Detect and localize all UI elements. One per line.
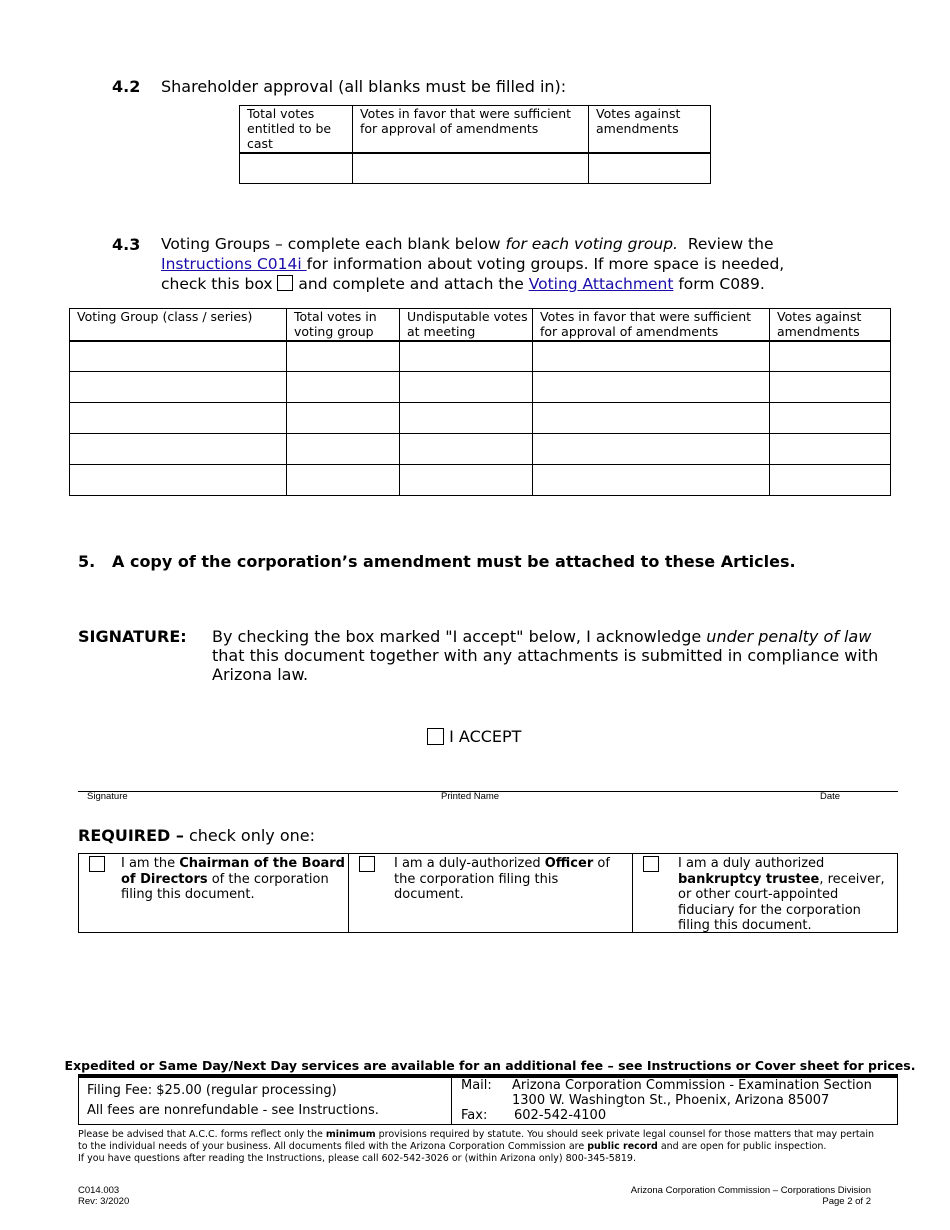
table-cell[interactable] [533,341,770,372]
legal-notice: Please be advised that A.C.C. forms reflect only the minimum provisions required by statute. You should seek private legal counsel for those matters that may pertain to the individual needs of your business. All documents filed with the Arizona Corporation Commission are public record and are open for public inspection. If you have questions after reading the Instructions, please call 602-542-3026 or (within Arizona only) 800-345-5819. [78,1129,875,1164]
table-row [70,434,891,465]
table-cell[interactable] [287,341,400,372]
mail-label: Mail: [461,1078,492,1093]
section-4-3-text: Voting Groups – complete each blank below for each voting group. Review the Instructions C014i for information about voting groups. If more space is needed, check this box and complete and attach the Voting Attachment form C089. [161,235,785,293]
table-cell[interactable] [533,403,770,434]
divider [348,854,349,932]
accept-checkbox[interactable] [427,728,444,745]
date-caption: Date [820,791,841,802]
voting-attachment-link[interactable]: Voting Attachment [528,275,674,293]
voting-groups-table [69,308,891,496]
table-cell[interactable] [70,465,287,496]
table-cell[interactable] [533,372,770,403]
col-votes-in-favor-group: Votes in favor that were sufficient for approval of amendments [533,309,770,341]
instructions-link[interactable]: Instructions C014i [161,255,307,273]
divider [632,854,633,932]
fax-label: Fax: [461,1108,488,1123]
shareholder-approval-table [239,105,711,184]
table-cell[interactable] [533,434,770,465]
table-cell[interactable] [400,341,533,372]
chairman-checkbox[interactable] [89,856,105,872]
agency-name: Arizona Corporation Commission – Corporations Division [630,1185,871,1196]
chairman-option-text: I am the Chairman of the Board of Directors of the corporation filing this document. [121,856,345,902]
table-cell[interactable] [400,372,533,403]
filing-box [78,1078,898,1125]
expedited-notice: Expedited or Same Day/Next Day services are available for an additional fee – see Instructions or Cover sheet for prices. [64,1058,916,1073]
divider [451,1078,452,1124]
required-options [78,853,898,933]
table-cell[interactable] [70,341,287,372]
more-space-checkbox[interactable] [277,275,293,291]
table-cell[interactable] [287,372,400,403]
fees-nonrefundable: All fees are nonrefundable - see Instructions. [87,1103,379,1118]
required-heading: REQUIRED – check only one: [78,826,316,845]
section-4-2-text: Shareholder approval (all blanks must be filled in): [161,77,567,96]
form-revision: Rev: 3/2020 [78,1196,130,1207]
col-total-votes-group: Total votes in voting group [287,309,400,341]
table-cell[interactable] [287,434,400,465]
fax-value: 602-542-4100 [514,1108,607,1123]
col-voting-group: Voting Group (class / series) [70,309,287,341]
officer-option-text: I am a duly-authorized Officer of the corporation filing this document. [394,856,610,902]
form-id [78,1185,129,1207]
col-votes-in-favor: Votes in favor that were sufficient for approval of amendments [353,106,589,153]
mail-line1: Arizona Corporation Commission - Examination Section [512,1078,872,1093]
filing-fee: Filing Fee: $25.00 (regular processing) [87,1083,337,1098]
table-cell[interactable] [287,403,400,434]
table-row [70,403,891,434]
trustee-checkbox[interactable] [643,856,659,872]
table-cell[interactable] [533,465,770,496]
col-votes-against: Votes against amendments [589,106,711,153]
table-cell[interactable] [400,465,533,496]
table-row [70,341,891,372]
mail-line2: 1300 W. Washington St., Phoenix, Arizona 85007 [512,1093,830,1108]
table-cell[interactable] [70,403,287,434]
table-cell[interactable] [70,372,287,403]
accept-label: I ACCEPT [449,727,522,746]
table-cell[interactable] [770,403,891,434]
table-cell[interactable] [400,434,533,465]
section-5-number: 5. [78,552,96,571]
col-votes-against-group: Votes against amendments [770,309,891,341]
votes-against-cell[interactable] [589,153,711,184]
table-cell[interactable] [770,372,891,403]
signature-caption: Signature [87,791,128,802]
section-4-3-number: 4.3 [112,235,141,254]
printed-name-caption: Printed Name [441,791,500,802]
votes-in-favor-cell[interactable] [353,153,589,184]
table-cell[interactable] [400,403,533,434]
table-cell[interactable] [770,341,891,372]
officer-checkbox[interactable] [359,856,375,872]
table-row [70,465,891,496]
table-cell[interactable] [287,465,400,496]
table-cell[interactable] [770,465,891,496]
page-number: Page 2 of 2 [822,1196,871,1207]
table-row [70,372,891,403]
col-total-votes: Total votes entitled to be cast [240,106,353,153]
form-code: C014.003 [78,1185,120,1196]
agency-info [631,1185,871,1207]
signature-label: SIGNATURE: [78,627,187,646]
table-cell[interactable] [770,434,891,465]
accept-row [427,727,521,746]
total-votes-cell[interactable] [240,153,353,184]
section-5-text: A copy of the corporation’s amendment must be attached to these Articles. [112,552,796,571]
section-4-2-number: 4.2 [112,77,141,96]
trustee-option-text: I am a duly authorized bankruptcy trustee, receiver, or other court-appointed fiduciary for the corporation filing this document. [678,856,885,933]
signature-statement: By checking the box marked "I accept" below, I acknowledge under penalty of law that this document together with any attachments is submitted in compliance with Arizona law. [212,627,879,684]
col-undisputable-votes: Undisputable votes at meeting [400,309,533,341]
table-cell[interactable] [70,434,287,465]
